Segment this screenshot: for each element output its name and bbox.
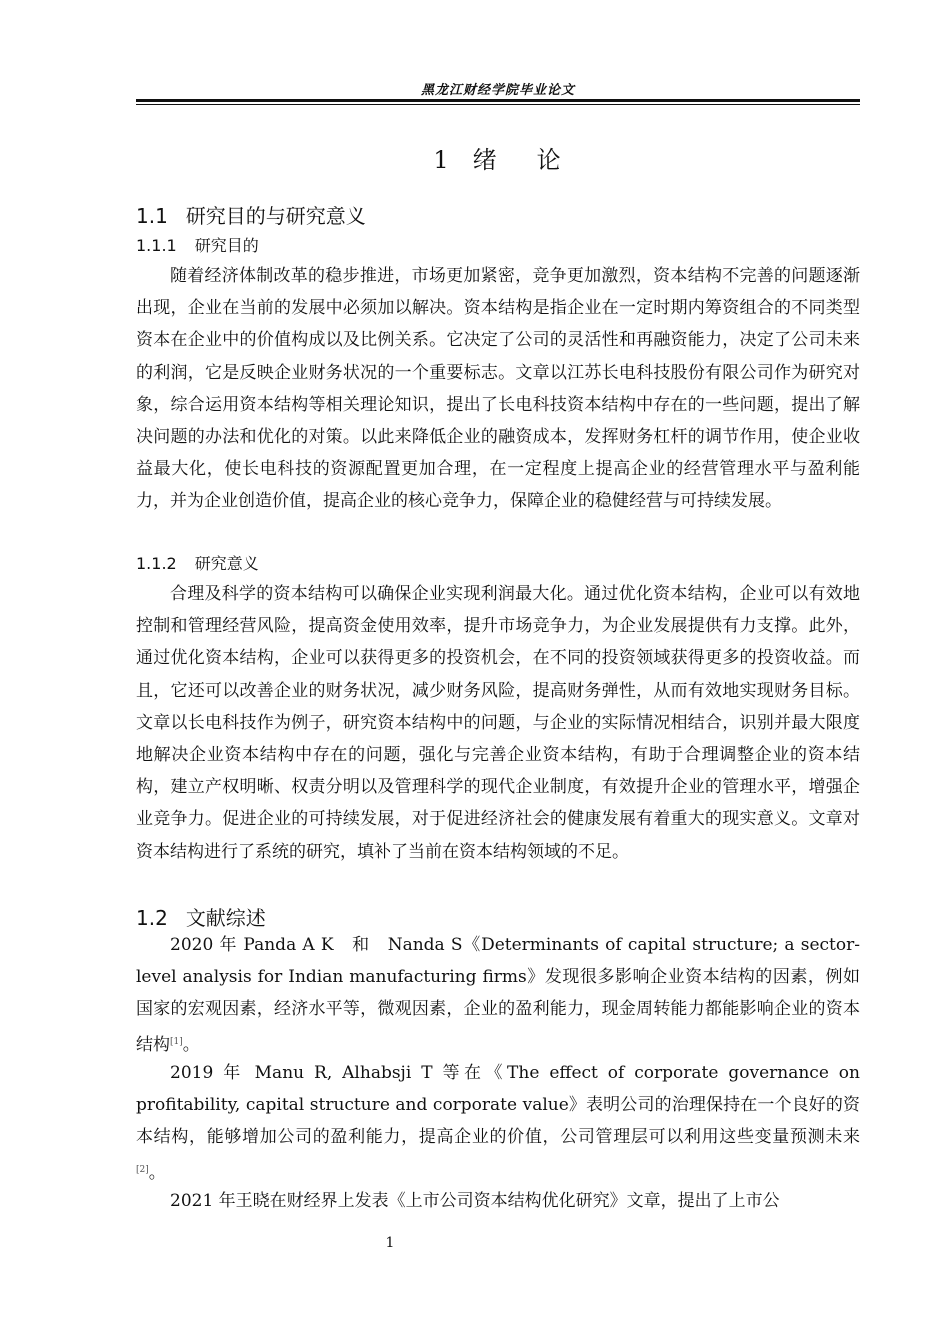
chapter-number: 1 [433,146,451,174]
section-title: 文献综述 [185,906,266,930]
section-title: 研究意义 [194,554,259,573]
paragraph-research-purpose: 随着经济体制改革的稳步推进，市场更加紧密，竞争更加激烈，资本结构不完善的问题逐渐出现，企业在当前的发展中必须加以解决。资本结构是指企业在一定时期内筹资组合的不同类型资本在企业中的价值构成以及比例关系。它决定了公司的灵活性和再融资能力，决定了公司未来的利润，它是反映企业财务状况的一个重要标志。文章以江苏长电科技股份有限公司作为研究对象，综合运用资本结构等相关理论知识，提出了长电科技资本结构中存在的一些问题，提出了解决问题的办法和优化的对策。以此来降低企业的融资成本，发挥财务杠杆的调节作用，使企业收益最大化，使长电科技的资源配置更加合理，在一定程度上提高企业的经营管理水平与盈利能力，并为企业创造价值，提高企业的核心竞争力，保障企业的稳健经营与可持续发展。 [136,266,860,512]
paragraph-literature-2 [136,1057,860,1189]
section-heading-1-1-2 [136,551,259,574]
citation-ref[interactable]: [1] [170,1036,183,1047]
chapter-title-part1: 绪 [472,146,499,174]
paragraph-research-significance: 合理及科学的资本结构可以确保企业实现利润最大化。通过优化资本结构，企业可以有效地控制和管理经营风险，提高资金使用效率，提升市场竞争力，为企业发展提供有力支撑。此外，通过优化资本结构，企业可以获得更多的投资机会，在不同的投资领域获得更多的投资收益。而且，它还可以改善企业的财务状况，减少财务风险，提高财务弹性，从而有效地实现财务目标。文章以长电科技作为例子，研究资本结构中的问题，与企业的实际情况相结合，识别并最大限度地解决企业资本结构中存在的问题，强化与完善企业资本结构，有助于合理调整企业的资本结构，建立产权明晰、权责分明以及管理科学的现代企业制度，有效提升企业的管理水平，增强企业竞争力。促进企业的可持续发展，对于促进经济社会的健康发展有着重大的现实意义。文章对资本结构进行了系统的研究，填补了当前在资本结构领域的不足。 [136,584,860,862]
citation-ref[interactable]: [2] [136,1164,149,1175]
section-heading-1-1 [136,200,366,229]
chapter-title [136,140,860,175]
header-rule-thick [136,99,860,102]
section-number: 1.1 [136,204,168,228]
header-rule-thin [136,104,860,105]
section-number: 1.1.2 [136,554,177,573]
page-number: 1 [385,1235,395,1251]
section-heading-1-1-1 [136,233,259,256]
paragraph-end: 。 [148,1162,166,1183]
section-number: 1.2 [136,906,168,930]
paragraph-literature-3: 2021 年王晓在财经界上发表《上市公司资本结构优化研究》文章，提出了上市公 [170,1191,780,1211]
section-title: 研究目的 [194,236,259,255]
paragraph-end: 。 [182,1034,200,1055]
section-heading-1-2 [136,902,266,931]
section-title: 研究目的与研究意义 [185,204,366,228]
section-number: 1.1.1 [136,236,177,255]
paragraph-text: 2020 年 Panda A K 和 Nanda S《Determinants of capital structure; a sector-level analysis for Indian manufacturing firms》发现很多影响企业资本结构的因素，例如国家的宏观因素，经济水平等，微观因素，企业的盈利能力，现金周转能力都能影响企业的资本结构 [136,935,860,1055]
chapter-title-part2: 论 [536,146,563,174]
paragraph-literature-1 [136,929,860,1061]
paragraph-text: 2019 年 Manu R, Alhabsji T 等在《The effect of corporate governance on profitability, capital structure and corporate value》表明公司的治理保持在一个良好的资本结构，能够增加公司的盈利能力，提高企业的价值，公司管理层可以利用这些变量预测未来 [136,1063,860,1148]
running-header: 黑龙江财经学院毕业论文 [420,83,575,98]
